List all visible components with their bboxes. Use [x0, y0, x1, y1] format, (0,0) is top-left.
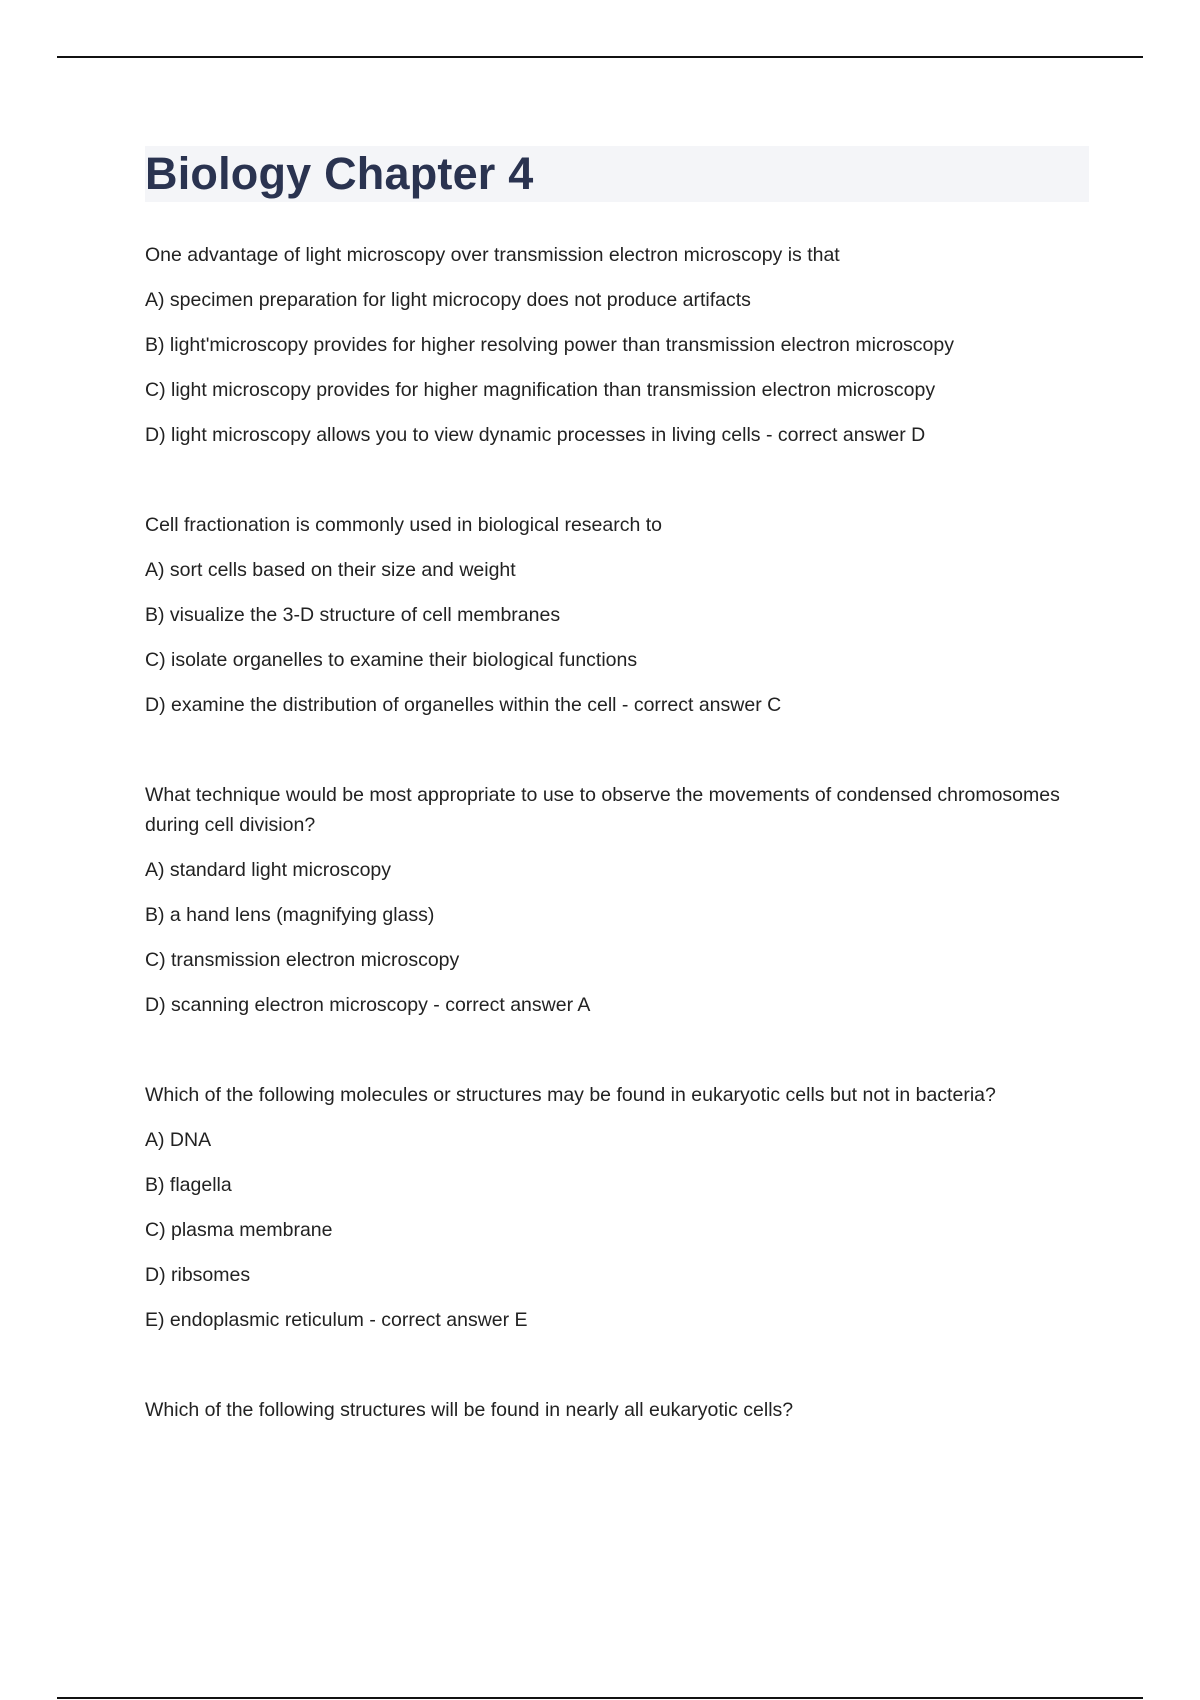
- question-list: [145, 240, 1075, 1485]
- option-a: A) DNA: [145, 1129, 212, 1151]
- question-text: What technique would be most appropriate to use to observe the movements of condensed chromosomes during cell division?: [145, 784, 1060, 836]
- option-e: E) endoplasmic reticulum - correct answer E: [145, 1309, 528, 1331]
- option-b: B) flagella: [145, 1174, 232, 1196]
- option-a: A) specimen preparation for light microcopy does not produce artifacts: [145, 289, 751, 311]
- question-text: Cell fractionation is commonly used in biological research to: [145, 514, 662, 536]
- option-c: C) transmission electron microscopy: [145, 949, 460, 971]
- option-b: B) light'microscopy provides for higher resolving power than transmission electron microscopy: [145, 334, 954, 356]
- question-4: [145, 1080, 1075, 1335]
- question-text: Which of the following structures will be found in nearly all eukaryotic cells?: [145, 1399, 794, 1421]
- option-c: C) isolate organelles to examine their biological functions: [145, 649, 638, 671]
- question-text: One advantage of light microscopy over transmission electron microscopy is that: [145, 244, 840, 266]
- option-b: B) visualize the 3-D structure of cell membranes: [145, 604, 561, 626]
- option-c: C) plasma membrane: [145, 1219, 333, 1241]
- option-c: C) light microscopy provides for higher magnification than transmission electron microscopy: [145, 379, 936, 401]
- question-3: [145, 780, 1075, 1020]
- option-d: D) ribsomes: [145, 1264, 251, 1286]
- question-2: [145, 510, 1075, 720]
- option-d: D) scanning electron microscopy - correct answer A: [145, 994, 591, 1016]
- page-title: Biology Chapter 4: [145, 148, 534, 199]
- option-d: D) examine the distribution of organelles within the cell - correct answer C: [145, 694, 782, 716]
- question-text: Which of the following molecules or structures may be found in eukaryotic cells but not in bacteria?: [145, 1084, 996, 1106]
- option-a: A) standard light microscopy: [145, 859, 392, 881]
- option-b: B) a hand lens (magnifying glass): [145, 904, 435, 926]
- question-5: [145, 1395, 1075, 1425]
- question-1: [145, 240, 1075, 450]
- option-d: D) light microscopy allows you to view dynamic processes in living cells - correct answer D: [145, 424, 926, 446]
- option-a: A) sort cells based on their size and weight: [145, 559, 516, 581]
- bottom-rule: [57, 1697, 1143, 1699]
- top-rule: [57, 56, 1143, 58]
